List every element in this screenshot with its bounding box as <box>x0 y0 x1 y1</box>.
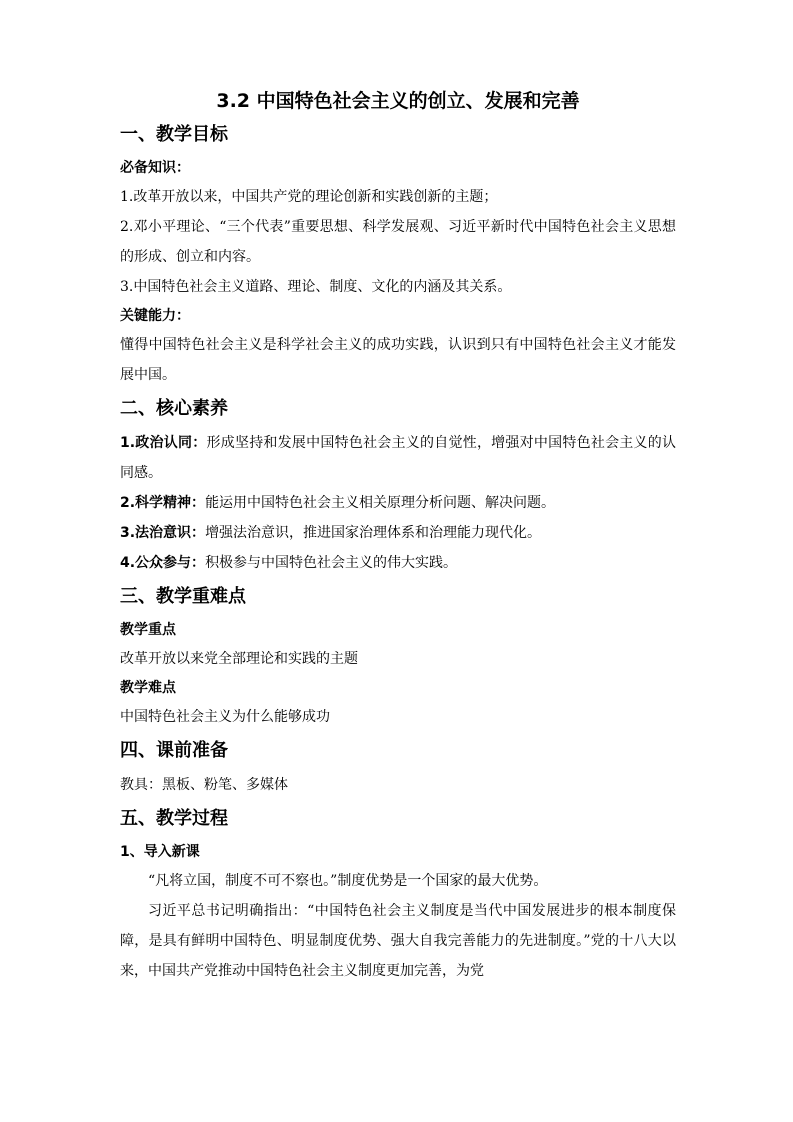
subheading-intro: 1、导入新课 <box>120 844 200 860</box>
paragraph: “凡将立国，制度不可不察也。”制度优势是一个国家的最大优势。 <box>148 873 548 889</box>
section-preparation <box>120 736 676 800</box>
preparation-text: 教具：黑板、粉笔、多媒体 <box>120 777 288 793</box>
literacy-text: 增强法治意识，推进国家治理体系和治理能力现代化。 <box>205 525 542 541</box>
section-heading: 一、教学目标 <box>120 124 228 145</box>
knowledge-item: 3.中国特色社会主义道路、理论、制度、文化的内涵及其关系。 <box>120 279 512 295</box>
subheading-knowledge: 必备知识： <box>120 160 190 176</box>
knowledge-item: 1.改革开放以来，中国共产党的理论创新和实践创新的主题； <box>120 189 498 205</box>
document-title: 3.2 中国特色社会主义的创立、发展和完善 <box>216 90 580 112</box>
literacy-item <box>120 518 676 548</box>
difficulty-text: 中国特色社会主义为什么能够成功 <box>120 709 330 725</box>
section-teaching-goals <box>120 120 676 390</box>
literacy-label: 4.公众参与： <box>120 555 206 571</box>
literacy-label: 2.科学精神： <box>120 495 206 511</box>
key-point-text: 改革开放以来党全部理论和实践的主题 <box>120 651 358 667</box>
section-key-difficulties <box>120 582 676 732</box>
subheading-ability: 关键能力： <box>120 308 190 324</box>
section-teaching-process <box>120 804 676 986</box>
ability-text: 懂得中国特色社会主义是科学社会主义的成功实践，认识到只有中国特色社会主义才能发展中国。 <box>120 337 676 383</box>
section-heading: 四、课前准备 <box>120 740 228 761</box>
literacy-text: 能运用中国特色社会主义相关原理分析问题、解决问题。 <box>205 495 556 511</box>
literacy-item <box>120 548 676 578</box>
document-page <box>120 88 676 986</box>
subheading-difficulty: 教学难点 <box>120 680 176 696</box>
literacy-text: 形成坚持和发展中国特色社会主义的自觉性，增强对中国特色社会主义的认同感。 <box>120 435 677 481</box>
literacy-item <box>120 488 676 518</box>
paragraph: 习近平总书记明确指出：“中国特色社会主义制度是当代中国发展进步的根本制度保障，是具有鲜明中国特色、明显制度优势、强大自我完善能力的先进制度。”党的十八大以来，中国共产党推动中国特色社会主义制度更加完善，为党 <box>120 903 676 979</box>
literacy-label: 1.政治认同： <box>120 435 207 451</box>
section-heading: 三、教学重难点 <box>120 586 246 607</box>
knowledge-item: 2.邓小平理论、“三个代表”重要思想、科学发展观、习近平新时代中国特色社会主义思想的形成、创立和内容。 <box>120 219 676 265</box>
subheading-key-point: 教学重点 <box>120 622 176 638</box>
section-core-literacy <box>120 394 676 578</box>
section-heading: 二、核心素养 <box>120 398 228 419</box>
section-heading: 五、教学过程 <box>120 808 228 829</box>
literacy-item <box>120 428 676 488</box>
literacy-text: 积极参与中国特色社会主义的伟大实践。 <box>205 555 458 571</box>
literacy-label: 3.法治意识： <box>120 525 206 541</box>
